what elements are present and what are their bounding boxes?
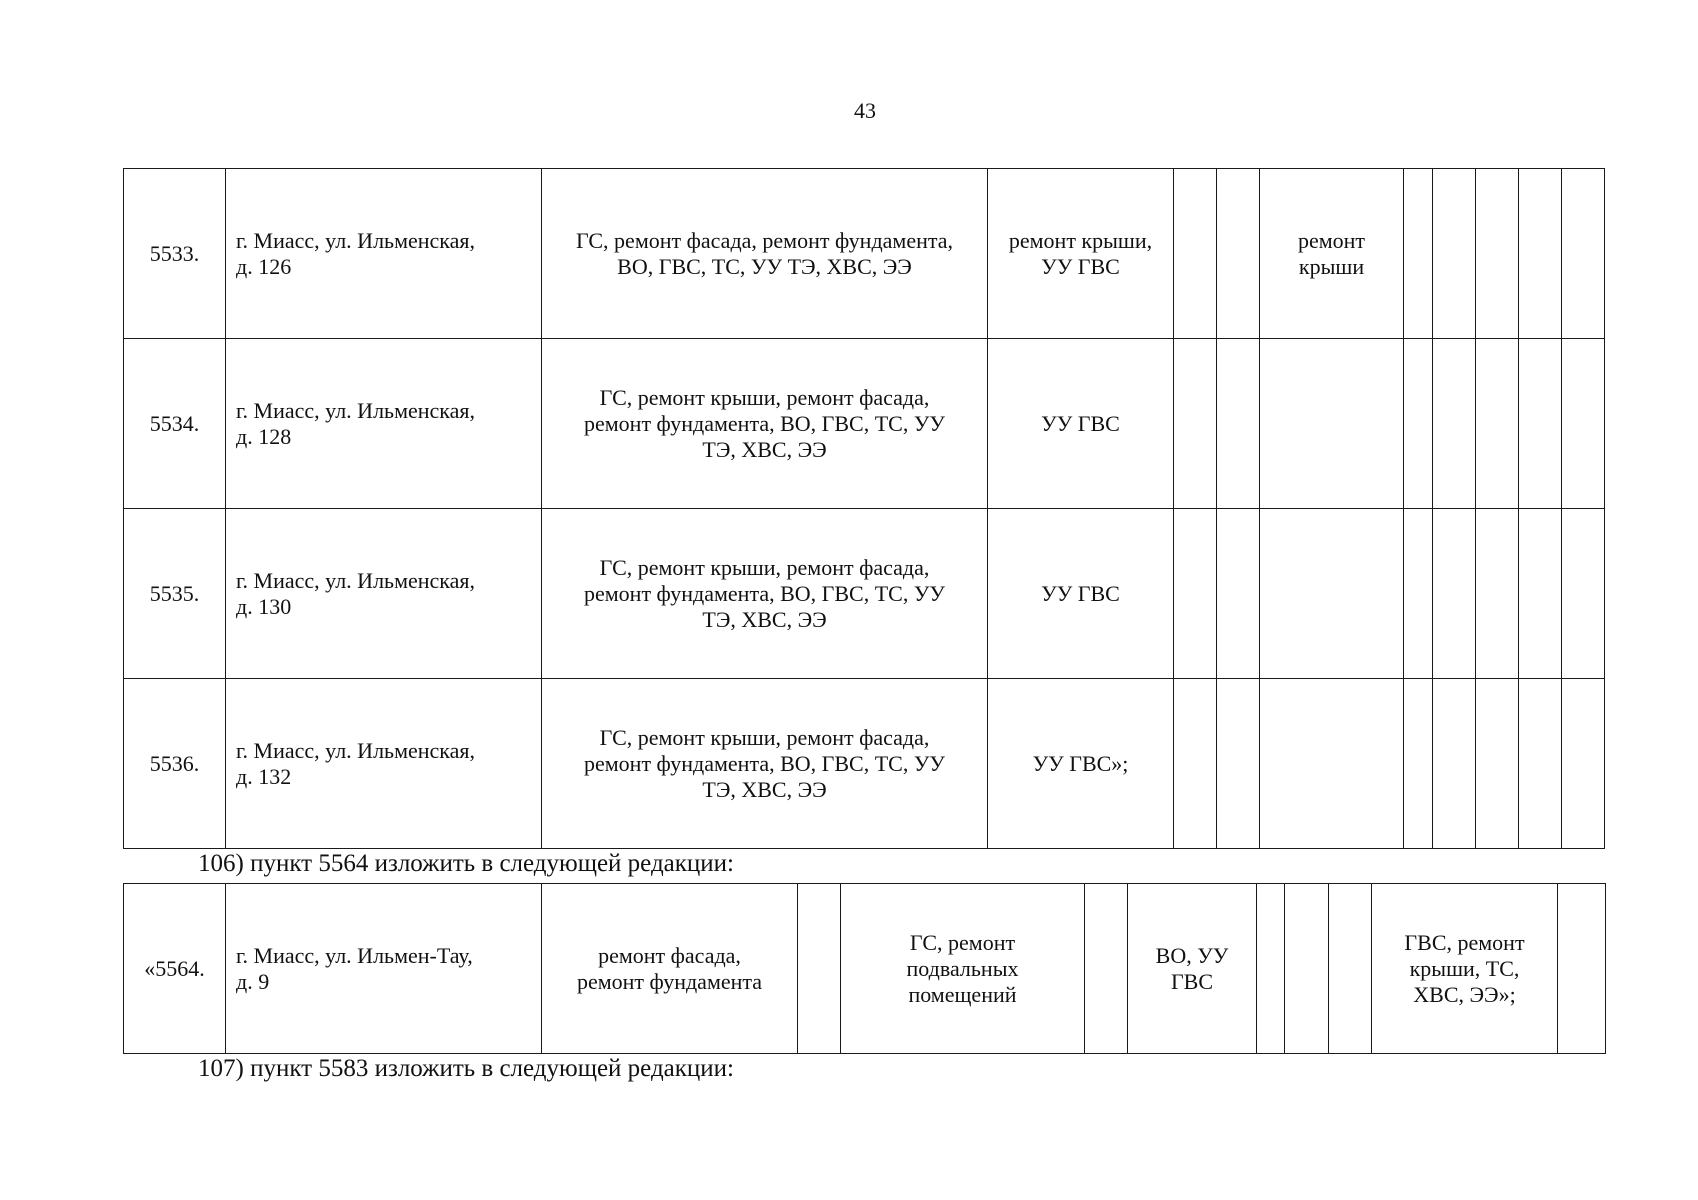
works-line: ГС, ремонт крыши, ремонт фасада, [599,384,930,410]
works-cell [1260,509,1404,679]
works-cell [542,884,798,1054]
works-line: ремонт крыши, [1008,227,1153,253]
address-cell [226,509,542,679]
works-cell [841,884,1085,1054]
address-line: д. 126 [236,253,292,279]
address-cell [226,169,542,339]
works-line: крыши, ТС, [1409,955,1520,981]
empty-cell [1285,884,1329,1054]
item-number: 5535. [124,509,226,679]
empty-cell [1562,679,1605,849]
empty-cell [1519,339,1562,509]
works-cell [1128,884,1257,1054]
works-line: ХВС, ЭЭ»; [1413,981,1516,1007]
empty-cell [1558,884,1606,1054]
empty-cell [1174,169,1217,339]
works-line: ремонт фундамента, ВО, ГВС, ТС, УУ [583,750,945,776]
item-number: 5534. [124,339,226,509]
works-line: ремонт фундамента, ВО, ГВС, ТС, УУ [583,410,945,436]
empty-cell [1217,509,1260,679]
works-line: ВО, УУ [1155,942,1229,968]
works-table [123,168,1605,849]
address-line: д. 9 [236,968,270,994]
table-row [124,169,1605,339]
works-line: ГС, ремонт крыши, ремонт фасада, [599,724,930,750]
empty-cell [1085,884,1128,1054]
address-cell [226,679,542,849]
empty-cell [1217,679,1260,849]
empty-cell [1174,339,1217,509]
item-number: 5536. [124,679,226,849]
address-line: г. Миасс, ул. Ильменская, [236,737,476,763]
address-line: д. 130 [236,593,292,619]
works-line: ГВС, ремонт [1404,929,1525,955]
works-line: помещений [908,981,1017,1007]
works-cell [988,509,1174,679]
empty-cell [1562,169,1605,339]
works-line: УУ ГВС»; [1032,750,1129,776]
works-cell [1260,339,1404,509]
address-line: г. Миасс, ул. Ильмен-Тау, [236,942,473,968]
table-row [124,339,1605,509]
table-row [124,509,1605,679]
address-line: д. 128 [236,423,292,449]
works-cell [1260,679,1404,849]
works-cell [988,339,1174,509]
empty-cell [1562,339,1605,509]
works-line: ТЭ, ХВС, ЭЭ [702,776,827,802]
works-line: ремонт фасада, [598,942,741,968]
item-number: 5533. [124,169,226,339]
address-cell [226,339,542,509]
address-cell [226,884,542,1054]
works-line: ГС, ремонт [909,929,1016,955]
empty-cell [1174,679,1217,849]
empty-cell [1433,679,1476,849]
empty-cell [1329,884,1372,1054]
works-line: УУ ГВС [1041,410,1120,436]
address-line: д. 132 [236,763,292,789]
address-line: г. Миасс, ул. Ильменская, [236,227,476,253]
works-line: ГВС [1170,968,1214,994]
works-line: ГС, ремонт фасада, ремонт фундамента, [575,227,954,253]
works-line: крыши [1298,253,1365,279]
empty-cell [1519,169,1562,339]
table-row [124,884,1606,1054]
works-cell [542,169,988,339]
empty-cell [1174,509,1217,679]
works-line: ТЭ, ХВС, ЭЭ [702,606,827,632]
empty-cell [1404,679,1433,849]
address-line: г. Миасс, ул. Ильменская, [236,397,476,423]
works-line: ТЭ, ХВС, ЭЭ [702,436,827,462]
works-line: УУ ГВС [1041,253,1120,279]
empty-cell [1433,509,1476,679]
works-line: ГС, ремонт крыши, ремонт фасада, [599,554,930,580]
works-cell [542,679,988,849]
empty-cell [1217,169,1260,339]
works-line: ремонт [1297,227,1366,253]
address-line: г. Миасс, ул. Ильменская, [236,567,476,593]
empty-cell [1217,339,1260,509]
item-number: «5564. [124,884,226,1054]
empty-cell [1519,679,1562,849]
empty-cell [798,884,841,1054]
empty-cell [1404,169,1433,339]
empty-cell [1404,339,1433,509]
empty-cell [1433,339,1476,509]
paragraph-107: 107) пункт 5583 изложить в следующей редакции: [198,1055,734,1082]
works-cell [988,679,1174,849]
works-cell [988,169,1174,339]
empty-cell [1562,509,1605,679]
works-line: ремонт фундамента, ВО, ГВС, ТС, УУ [583,580,945,606]
works-line: подвальных [906,955,1019,981]
works-line: ремонт фундамента [576,968,763,994]
empty-cell [1476,679,1519,849]
empty-cell [1476,339,1519,509]
empty-cell [1519,509,1562,679]
empty-cell [1433,169,1476,339]
empty-cell [1404,509,1433,679]
works-line: УУ ГВС [1041,580,1120,606]
empty-cell [1476,509,1519,679]
empty-cell [1476,169,1519,339]
works-cell [542,339,988,509]
empty-cell [1257,884,1285,1054]
paragraph-106: 106) пункт 5564 изложить в следующей редакции: [198,850,734,877]
page-number: 43 [854,98,876,123]
works-cell [1260,169,1404,339]
table-row [124,679,1605,849]
works-line: ВО, ГВС, ТС, УУ ТЭ, ХВС, ЭЭ [617,253,912,279]
item-5564-table [123,883,1606,1054]
works-cell [1372,884,1558,1054]
works-cell [542,509,988,679]
